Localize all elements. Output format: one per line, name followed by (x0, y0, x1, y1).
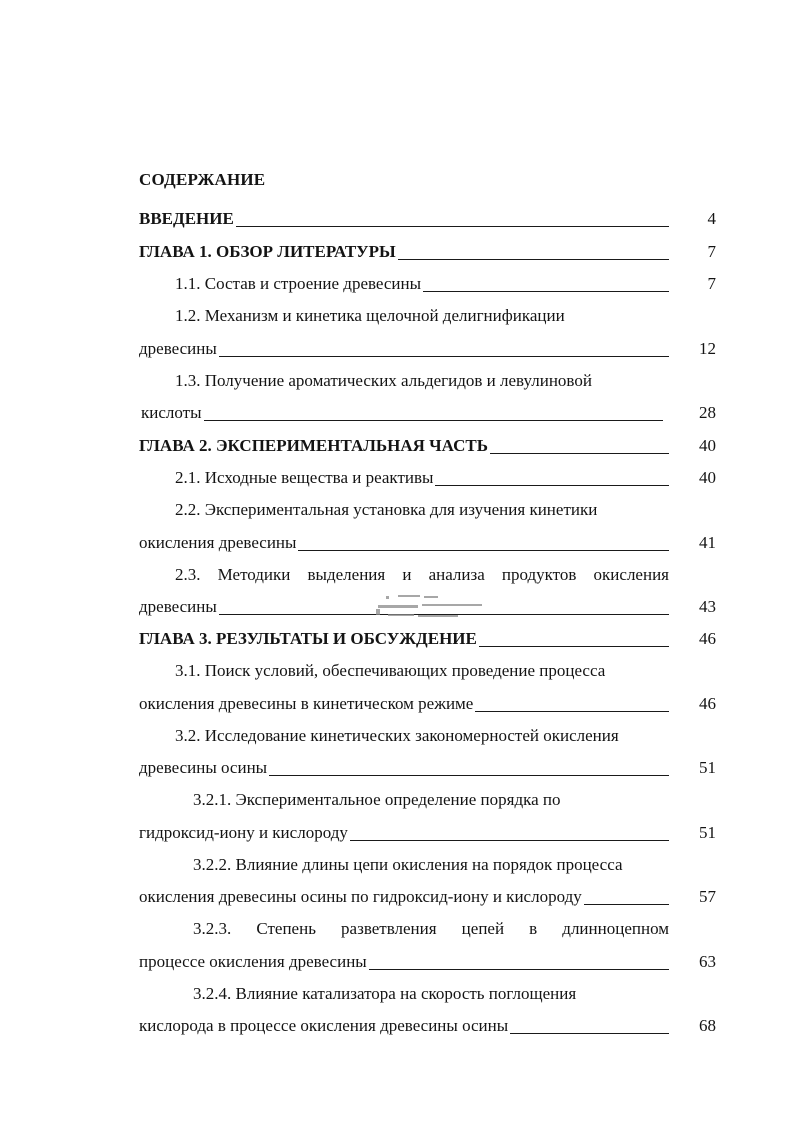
toc-entry-text: 1.3. Получение ароматических альдегидов и левулиновой (175, 371, 592, 390)
toc-entry-text: 3.2. Исследование кинетических закономерностей окисления (175, 726, 619, 745)
toc-page-number: 12 (699, 339, 716, 358)
toc-entry-text: ВВЕДЕНИЕ (139, 209, 234, 228)
leader-line (584, 903, 669, 905)
leader-line (298, 549, 669, 551)
toc-page-number: 7 (707, 242, 716, 261)
toc-entry-text: ГЛАВА 1. ОБЗОР ЛИТЕРАТУРЫ (139, 242, 396, 261)
toc-page-number: 28 (699, 403, 716, 422)
toc-entry-text: древесины (139, 597, 217, 616)
toc-entry-text: гидроксид-иону и кислороду (139, 823, 348, 842)
toc-entry-3-2-4-line-1 (193, 983, 669, 1005)
toc-entry-chapter-2 (139, 435, 669, 457)
toc-page-number: 41 (699, 533, 716, 552)
leader-line (219, 355, 669, 357)
toc-page-number: 40 (699, 468, 716, 487)
toc-entry-3-2-1-line-1 (193, 789, 669, 811)
leader-line (369, 968, 669, 970)
toc-entry-text: кислорода в процессе окисления древесины осины (139, 1016, 509, 1035)
toc-entry-3-2-1-line-2 (139, 822, 669, 844)
toc-entry-text: 3.2.1. Экспериментальное определение порядка по (193, 790, 561, 809)
toc-entry-text: окисления древесины осины по гидроксид-иону и кислороду (139, 887, 582, 906)
toc-entry-2-2-line-1 (175, 499, 669, 521)
toc-page-number: 7 (707, 274, 716, 293)
toc-entry-text: окисления древесины (139, 533, 297, 552)
toc-page-number: 46 (699, 694, 716, 713)
toc-page-number: 51 (699, 758, 716, 777)
leader-line (350, 839, 669, 841)
toc-entry-2-3-line-1 (175, 564, 669, 586)
toc-entry-text: 1.2. Механизм и кинетика щелочной делигнификации (175, 306, 565, 325)
toc-page-number: 57 (699, 887, 716, 906)
toc-entry-3-1-line-1 (175, 660, 669, 682)
toc-entry-text: ГЛАВА 3. РЕЗУЛЬТАТЫ И ОБСУЖДЕНИЕ (139, 629, 477, 648)
toc-entry-3-2-3-line-1 (193, 918, 669, 940)
toc-entry-1-2-line-1 (175, 305, 669, 327)
toc-entry-3-2-line-2 (139, 757, 669, 779)
toc-entry-chapter-1 (139, 241, 669, 263)
leader-line (398, 258, 669, 260)
toc-entry-2-2-line-2 (139, 532, 669, 554)
toc-entry-text: 2.3. Методики выделения и анализа продуктов окисления (175, 565, 669, 584)
toc-entry-text: ГЛАВА 2. ЭКСПЕРИМЕНТАЛЬНАЯ ЧАСТЬ (139, 436, 488, 455)
toc-entry-chapter-3 (139, 628, 669, 650)
toc-entry-1-1 (175, 273, 669, 295)
leader-line (269, 774, 669, 776)
toc-entry-text: 3.2.2. Влияние длины цепи окисления на порядок процесса (193, 855, 623, 874)
leader-line (490, 452, 669, 454)
toc-entry-1-3-line-2 (141, 402, 663, 424)
toc-entry-2-1 (175, 467, 669, 489)
toc-page-number: 46 (699, 629, 716, 648)
faded-stamp-mark (368, 592, 508, 626)
toc-entry-text: процессе окисления древесины (139, 952, 367, 971)
toc-page-number: 68 (699, 1016, 716, 1035)
leader-line (236, 225, 669, 227)
toc-entry-3-2-line-1 (175, 725, 669, 747)
toc-entry-text: 3.1. Поиск условий, обеспечивающих проведение процесса (175, 661, 606, 680)
toc-entry-introduction (139, 208, 669, 230)
toc-entry-text: 1.1. Состав и строение древесины (175, 274, 422, 293)
toc-entry-text: древесины (139, 339, 217, 358)
toc-page-number: 4 (707, 209, 716, 228)
toc-entry-3-2-3-line-2 (139, 951, 669, 973)
leader-line (475, 710, 669, 712)
page-title: СОДЕРЖАНИЕ (139, 170, 266, 189)
toc-entry-text: 3.2.4. Влияние катализатора на скорость поглощения (193, 984, 577, 1003)
toc-entry-text: 2.2. Экспериментальная установка для изучения кинетики (175, 500, 598, 519)
toc-entry-text: окисления древесины в кинетическом режиме (139, 694, 474, 713)
leader-line (479, 645, 669, 647)
toc-entry-text: 2.1. Исходные вещества и реактивы (175, 468, 434, 487)
toc-page-number: 63 (699, 952, 716, 971)
toc-entry-1-3-line-1 (175, 370, 669, 392)
toc-entry-3-1-line-2 (139, 693, 669, 715)
toc-entry-text: кислоты (141, 403, 202, 422)
toc-entry-3-2-2-line-1 (193, 854, 669, 876)
leader-line (435, 484, 669, 486)
toc-entry-text: древесины осины (139, 758, 268, 777)
toc-page-number: 51 (699, 823, 716, 842)
leader-line (204, 419, 663, 421)
toc-entry-text: 3.2.3. Степень разветвления цепей в длинноцепном (193, 919, 669, 938)
toc-entry-3-2-2-line-2 (139, 886, 669, 908)
toc-page-number: 40 (699, 436, 716, 455)
toc-entry-3-2-4-line-2 (139, 1015, 669, 1037)
leader-line (423, 290, 669, 292)
leader-line (510, 1032, 669, 1034)
toc-entry-1-2-line-2 (139, 338, 669, 360)
toc-page-number: 43 (699, 597, 716, 616)
